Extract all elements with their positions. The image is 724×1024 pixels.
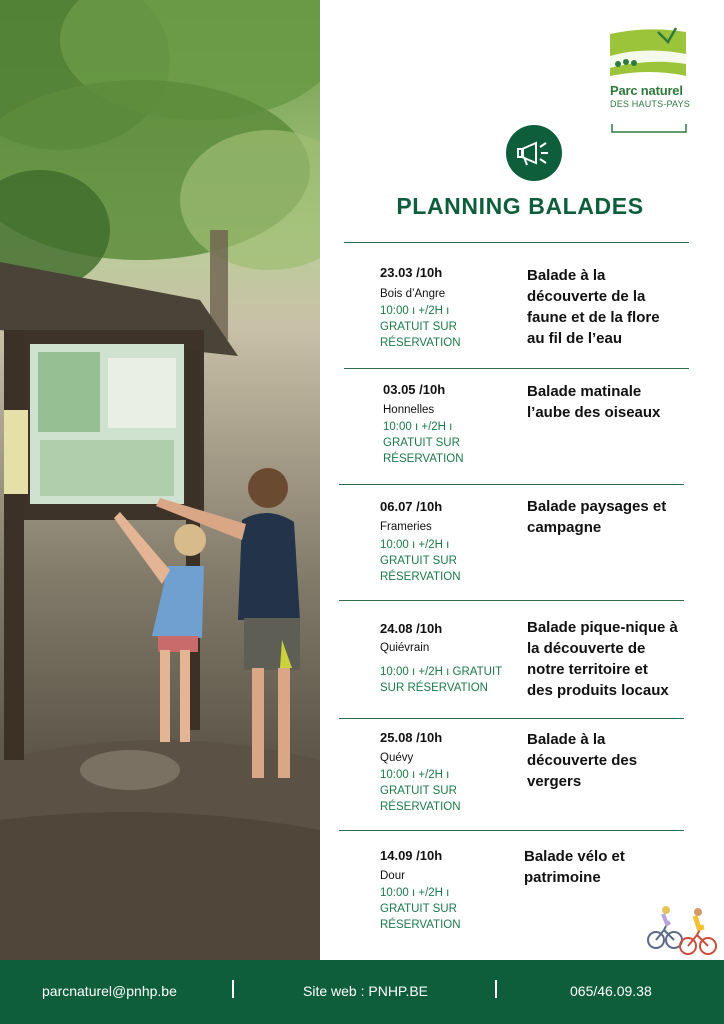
footer	[0, 960, 724, 1024]
divider	[339, 600, 684, 601]
event-place: Quévy	[380, 752, 414, 764]
event-place: Frameries	[380, 521, 432, 533]
event-info: 10:00 ı +/2H ı GRATUIT SUR RÉSERVATION	[380, 769, 461, 813]
event-date: 03.05 /10h	[383, 382, 446, 397]
megaphone-icon	[506, 125, 562, 181]
event-info: 10:00 ı +/2H ı GRATUIT SUR RÉSERVATION	[380, 887, 461, 931]
event-date: 23.03 /10h	[380, 265, 443, 280]
event-place: Honnelles	[383, 404, 435, 416]
event-date: 24.08 /10h	[380, 621, 443, 636]
footer-email-link[interactable]: parcnaturel@pnhp.be	[42, 983, 177, 999]
event-info: 10:00 ı +/2H ı GRATUIT SUR RÉSERVATION	[380, 666, 503, 694]
footer-phone-link[interactable]: 065/46.09.38	[570, 983, 652, 999]
event-place: Quiévrain	[380, 642, 430, 654]
divider	[339, 718, 684, 719]
footer-separator	[495, 980, 497, 998]
logo-title: Parc naturel	[610, 83, 683, 98]
divider	[344, 242, 689, 243]
page-title: PLANNING BALADES	[396, 193, 644, 219]
cyclists-icon	[646, 900, 720, 960]
hero-photo-illustration	[0, 0, 320, 960]
event-place: Bois d’Angre	[380, 288, 446, 300]
event-title: Balade à la découverte des vergers	[527, 731, 638, 790]
footer-separator	[232, 980, 234, 998]
event-title: Balade à la découverte de la faune et de la flore au fil de l’eau	[527, 267, 660, 347]
event-date: 14.09 /10h	[380, 848, 443, 863]
event-info: 10:00 ı +/2H ı GRATUIT SUR RÉSERVATION	[380, 305, 461, 349]
hero-photo	[0, 0, 320, 960]
divider	[344, 368, 689, 369]
event-place: Dour	[380, 870, 405, 882]
divider	[339, 484, 684, 485]
event-title: Balade pique-nique à la découverte de notre territoire et des produits locaux	[527, 619, 678, 699]
event-date: 06.07 /10h	[380, 499, 443, 514]
event-info: 10:00 ı +/2H ı GRATUIT SUR RÉSERVATION	[380, 539, 461, 583]
event-date: 25.08 /10h	[380, 730, 443, 745]
divider	[339, 830, 684, 831]
event-title: Balade vélo et patrimoine	[524, 848, 625, 886]
event-title: Balade paysages et campagne	[527, 498, 667, 536]
footer-website-link[interactable]: Site web : PNHP.BE	[303, 983, 429, 999]
logo-subtitle: DES HAUTS-PAYS	[610, 99, 690, 109]
event-title: Balade matinale l’aube des oiseaux	[527, 383, 661, 421]
event-info: 10:00 ı +/2H ı GRATUIT SUR RÉSERVATION	[383, 421, 464, 465]
